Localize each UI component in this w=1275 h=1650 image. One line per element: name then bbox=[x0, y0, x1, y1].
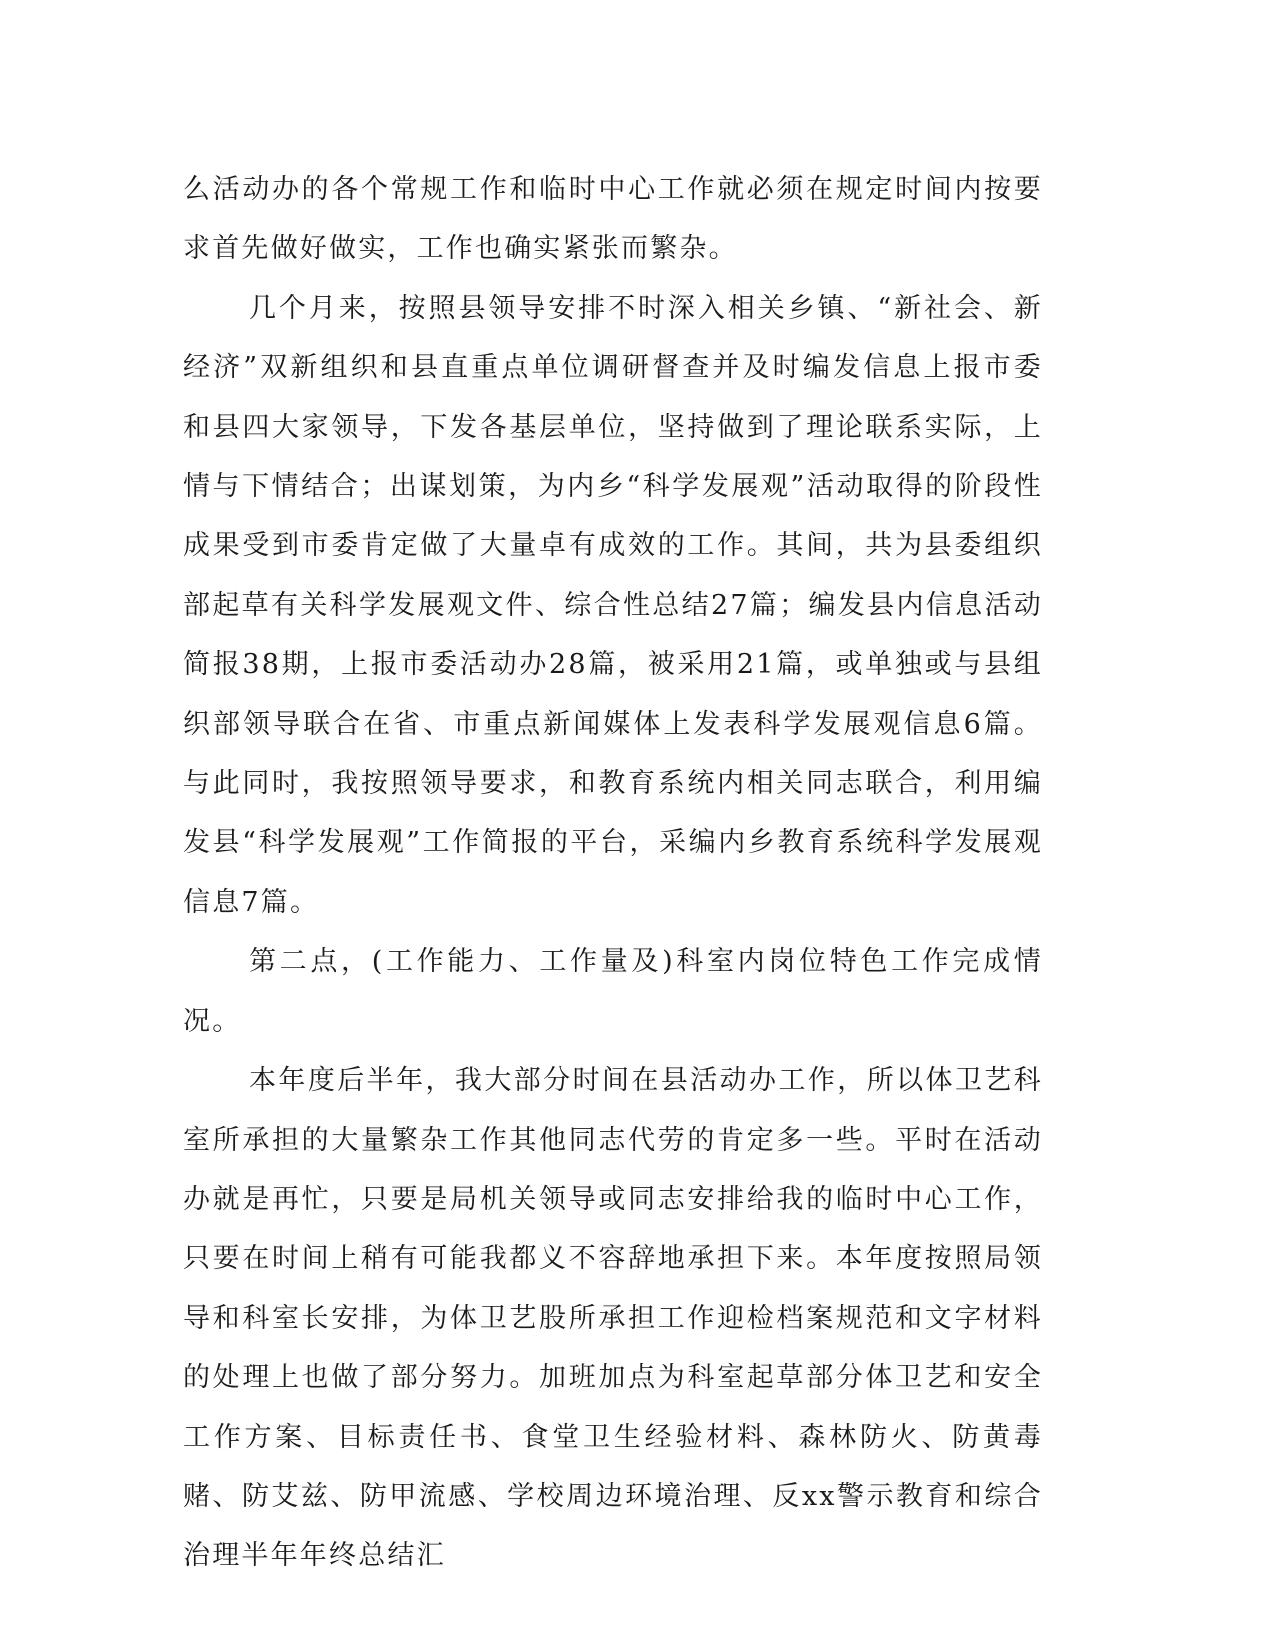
document-body bbox=[183, 160, 1043, 1586]
paragraph-4: 本年度后半年，我大部分时间在县活动办工作，所以体卫艺科室所承担的大量繁杂工作其他同志代劳的肯定多一些。平时在活动办就是再忙，只要是局机关领导或同志安排给我的临时中心工作，只要在时间上稍有可能我都义不容辞地承担下来。本年度按照局领导和科室长安排，为体卫艺股所承担工作迎检档案规范和文字材料的处理上也做了部分努力。加班加点为科室起草部分体卫艺和安全工作方案、目标责任书、食堂卫生经验材料、森林防火、防黄毒赌、防艾兹、防甲流感、学校周边环境治理、反xx警示教育和综合治理半年年终总结汇 bbox=[183, 1065, 1043, 1572]
paragraph-1: 么活动办的各个常规工作和临时中心工作就必须在规定时间内按要求首先做好做实，工作也确实紧张而繁杂。 bbox=[183, 174, 1043, 265]
paragraph-3: 第二点，(工作能力、工作量及)科室内岗位特色工作完成情况。 bbox=[183, 946, 1043, 1037]
paragraph-2: 几个月来，按照县领导安排不时深入相关乡镇、“新社会、新经济”双新组织和县直重点单位调研督查并及时编发信息上报市委和县四大家领导，下发各基层单位，坚持做到了理论联系实际，上情与下情结合；出谋划策，为内乡“科学发展观”活动取得的阶段性成果受到市委肯定做了大量卓有成效的工作。其间，共为县委组织部起草有关科学发展观文件、综合性总结27篇；编发县内信息活动简报38期，上报市委活动办28篇，被采用21篇，或单独或与县组织部领导联合在省、市重点新闻媒体上发表科学发展观信息6篇。与此同时，我按照领导要求，和教育系统内相关同志联合，利用编发县“科学发展观”工作简报的平台，采编内乡教育系统科学发展观信息7篇。 bbox=[183, 292, 1043, 918]
